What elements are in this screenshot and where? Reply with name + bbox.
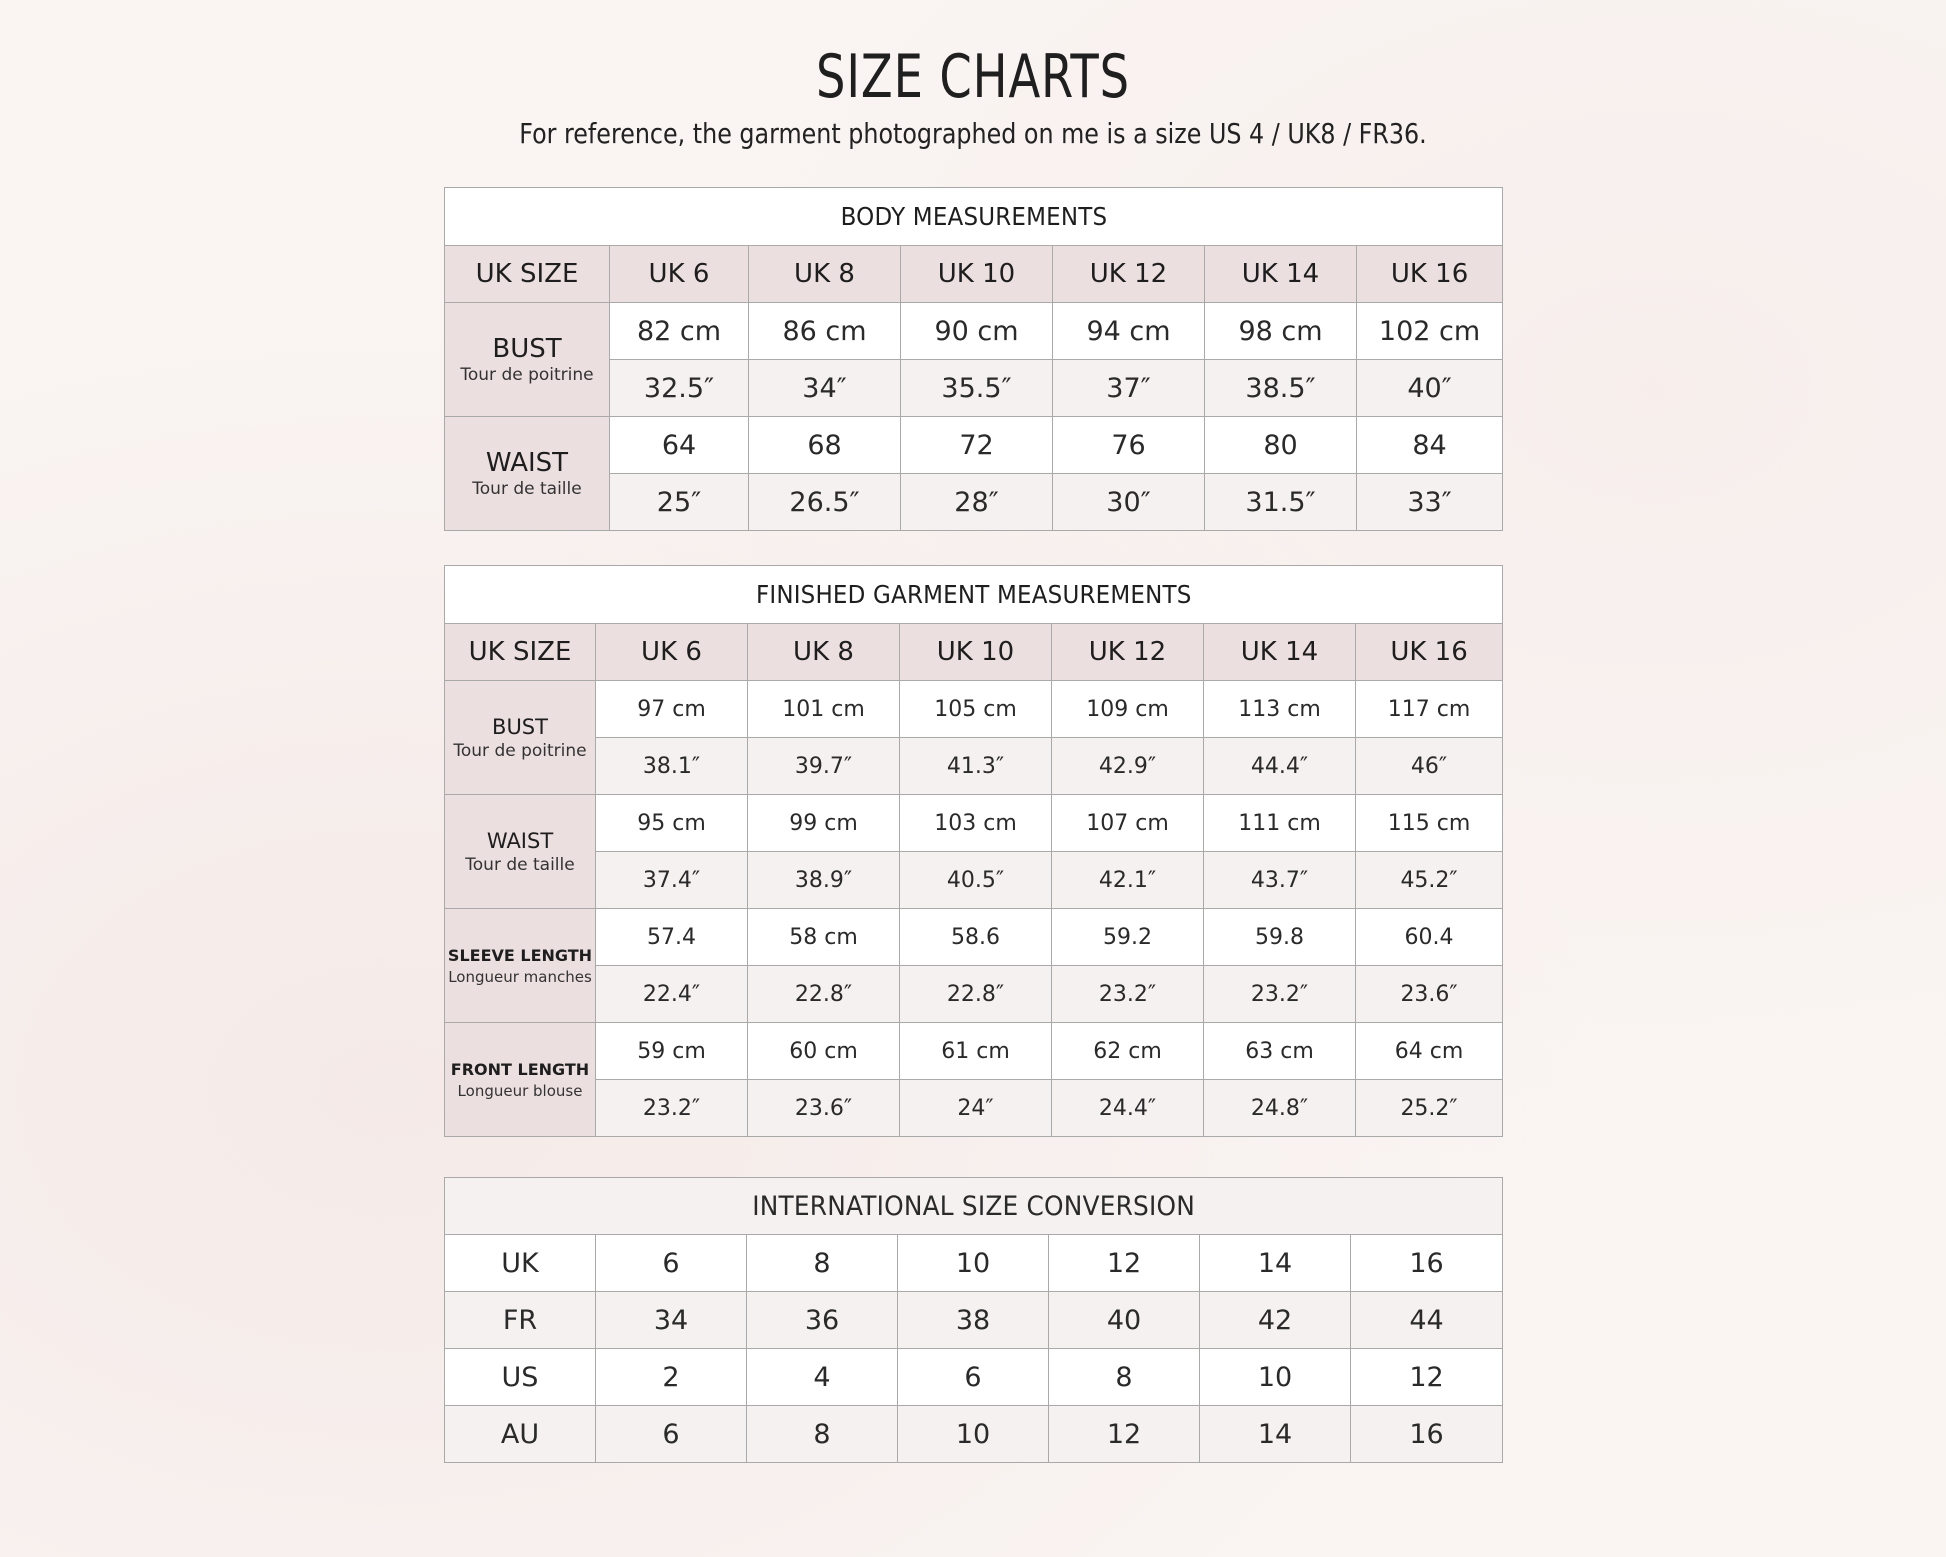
row-label-waist xyxy=(445,417,610,531)
conversion-label: US xyxy=(445,1349,596,1406)
conversion-row-uk xyxy=(445,1235,1503,1292)
table-cell: 61 cm xyxy=(900,1023,1052,1080)
table-cell: 84 xyxy=(1357,417,1503,474)
table-cell: 59.2 xyxy=(1052,909,1204,966)
table-cell: 8 xyxy=(747,1406,898,1463)
table-cell: 99 cm xyxy=(748,795,900,852)
conversion-row-us xyxy=(445,1349,1503,1406)
conversion-row-fr xyxy=(445,1292,1503,1349)
page-title: SIZE CHARTS xyxy=(816,42,1130,112)
row-label-main: SLEEVE LENGTH xyxy=(447,945,593,965)
table-caption: BODY MEASUREMENTS xyxy=(445,188,1503,246)
table-cell: 63 cm xyxy=(1204,1023,1356,1080)
table-cell: 12 xyxy=(1049,1406,1200,1463)
table-cell: 58 cm xyxy=(748,909,900,966)
table-cell: 113 cm xyxy=(1204,681,1356,738)
table-cell: 24.8″ xyxy=(1204,1080,1356,1137)
table-cell: 86 cm xyxy=(749,303,901,360)
row-label-waist xyxy=(445,795,596,909)
row-label-main: BUST xyxy=(492,714,548,739)
table-cell: 95 cm xyxy=(596,795,748,852)
table-cell: 30″ xyxy=(1053,474,1205,531)
table-cell: 12 xyxy=(1351,1349,1503,1406)
table-cell: 28″ xyxy=(901,474,1053,531)
table-cell: 8 xyxy=(747,1235,898,1292)
table-cell: 59 cm xyxy=(596,1023,748,1080)
page-subtitle: For reference, the garment photographed on me is a size US 4 / UK8 / FR36. xyxy=(519,117,1427,150)
table-cell: 8 xyxy=(1049,1349,1200,1406)
table-row xyxy=(445,795,1503,852)
table-cell: 111 cm xyxy=(1204,795,1356,852)
table-row xyxy=(445,303,1503,360)
table-cell: 44 xyxy=(1351,1292,1503,1349)
table-cell: 16 xyxy=(1351,1406,1503,1463)
table-cell: 36 xyxy=(747,1292,898,1349)
size-header-row xyxy=(445,246,1503,303)
table-cell: 37″ xyxy=(1053,360,1205,417)
table-cell: 115 cm xyxy=(1356,795,1503,852)
table-cell: 101 cm xyxy=(748,681,900,738)
table-cell: 34″ xyxy=(749,360,901,417)
table-cell: 68 xyxy=(749,417,901,474)
table-cell: 97 cm xyxy=(596,681,748,738)
table-cell: 40″ xyxy=(1357,360,1503,417)
table-cell: 72 xyxy=(901,417,1053,474)
table-cell: 4 xyxy=(747,1349,898,1406)
table-caption: INTERNATIONAL SIZE CONVERSION xyxy=(445,1178,1503,1235)
table-cell: 24″ xyxy=(900,1080,1052,1137)
table-cell: 25.2″ xyxy=(1356,1080,1503,1137)
table-cell: 98 cm xyxy=(1205,303,1357,360)
table-cell: 45.2″ xyxy=(1356,852,1503,909)
table-caption: FINISHED GARMENT MEASUREMENTS xyxy=(445,566,1503,624)
table-cell: 107 cm xyxy=(1052,795,1204,852)
table-cell: 59.8 xyxy=(1204,909,1356,966)
row-label-sub: Tour de taille xyxy=(472,478,582,499)
table-cell: 117 cm xyxy=(1356,681,1503,738)
row-label-bust xyxy=(445,681,596,795)
table-row xyxy=(445,1080,1503,1137)
conversion-row-au xyxy=(445,1406,1503,1463)
size-header-row xyxy=(445,624,1503,681)
conversion-label: AU xyxy=(445,1406,596,1463)
table-cell: 23.6″ xyxy=(1356,966,1503,1023)
row-label-main: WAIST xyxy=(485,447,569,478)
table-cell: 22.4″ xyxy=(596,966,748,1023)
size-header-cell: UK 10 xyxy=(900,624,1052,681)
table-cell: 102 cm xyxy=(1357,303,1503,360)
table-cell: 103 cm xyxy=(900,795,1052,852)
size-header-cell: UK 12 xyxy=(1052,624,1204,681)
table-cell: 23.2″ xyxy=(1204,966,1356,1023)
table-cell: 40 xyxy=(1049,1292,1200,1349)
table-cell: 16 xyxy=(1351,1235,1503,1292)
table-cell: 6 xyxy=(898,1349,1049,1406)
table-cell: 42.1″ xyxy=(1052,852,1204,909)
table-cell: 58.6 xyxy=(900,909,1052,966)
table-cell: 10 xyxy=(1200,1349,1351,1406)
row-label-sub: Tour de poitrine xyxy=(453,740,587,761)
table-cell: 6 xyxy=(596,1406,747,1463)
table-cell: 60 cm xyxy=(748,1023,900,1080)
table-row xyxy=(445,738,1503,795)
row-label-sleeve-length xyxy=(445,909,596,1023)
size-header-cell: UK 6 xyxy=(596,624,748,681)
table-cell: 32.5″ xyxy=(610,360,749,417)
size-header-cell: UK 12 xyxy=(1053,246,1205,303)
table-row xyxy=(445,681,1503,738)
table-cell: 6 xyxy=(596,1235,747,1292)
table-cell: 42.9″ xyxy=(1052,738,1204,795)
body-measurements-table xyxy=(444,187,1503,531)
table-cell: 33″ xyxy=(1357,474,1503,531)
size-header-cell: UK 14 xyxy=(1205,246,1357,303)
table-cell: 23.2″ xyxy=(1052,966,1204,1023)
table-row xyxy=(445,966,1503,1023)
table-cell: 60.4 xyxy=(1356,909,1503,966)
table-cell: 14 xyxy=(1200,1406,1351,1463)
table-cell: 2 xyxy=(596,1349,747,1406)
table-cell: 82 cm xyxy=(610,303,749,360)
table-cell: 26.5″ xyxy=(749,474,901,531)
size-header-cell: UK 16 xyxy=(1357,246,1503,303)
table-cell: 34 xyxy=(596,1292,747,1349)
table-cell: 64 xyxy=(610,417,749,474)
table-cell: 22.8″ xyxy=(900,966,1052,1023)
row-label-main: FRONT LENGTH xyxy=(450,1059,590,1079)
table-cell: 105 cm xyxy=(900,681,1052,738)
row-label-sub: Longueur manches xyxy=(448,967,592,986)
table-cell: 80 xyxy=(1205,417,1357,474)
table-cell: 64 cm xyxy=(1356,1023,1503,1080)
table-cell: 38 xyxy=(898,1292,1049,1349)
table-cell: 62 cm xyxy=(1052,1023,1204,1080)
size-header-cell: UK 8 xyxy=(749,246,901,303)
table-cell: 42 xyxy=(1200,1292,1351,1349)
row-label-main: WAIST xyxy=(486,828,554,853)
table-cell: 44.4″ xyxy=(1204,738,1356,795)
table-cell: 23.6″ xyxy=(748,1080,900,1137)
size-conversion-table xyxy=(444,1177,1503,1463)
table-cell: 43.7″ xyxy=(1204,852,1356,909)
table-cell: 10 xyxy=(898,1406,1049,1463)
garment-measurements-table xyxy=(444,565,1503,1137)
table-cell: 10 xyxy=(898,1235,1049,1292)
row-label-sub: Tour de poitrine xyxy=(460,364,594,385)
size-header-cell: UK 8 xyxy=(748,624,900,681)
table-cell: 12 xyxy=(1049,1235,1200,1292)
size-header-cell: UK 14 xyxy=(1204,624,1356,681)
table-cell: 94 cm xyxy=(1053,303,1205,360)
table-cell: 37.4″ xyxy=(596,852,748,909)
table-cell: 38.9″ xyxy=(748,852,900,909)
table-row xyxy=(445,909,1503,966)
row-label-bust xyxy=(445,303,610,417)
table-cell: 24.4″ xyxy=(1052,1080,1204,1137)
table-row xyxy=(445,852,1503,909)
table-cell: 40.5″ xyxy=(900,852,1052,909)
table-cell: 39.7″ xyxy=(748,738,900,795)
row-label-sub: Tour de taille xyxy=(465,854,575,875)
table-cell: 41.3″ xyxy=(900,738,1052,795)
size-header-cell: UK 6 xyxy=(610,246,749,303)
table-cell: 31.5″ xyxy=(1205,474,1357,531)
row-label-front-length xyxy=(445,1023,596,1137)
table-cell: 35.5″ xyxy=(901,360,1053,417)
table-cell: 38.1″ xyxy=(596,738,748,795)
row-label-sub: Longueur blouse xyxy=(457,1081,583,1100)
size-header-label: UK SIZE xyxy=(445,624,596,681)
table-cell: 25″ xyxy=(610,474,749,531)
size-header-cell: UK 10 xyxy=(901,246,1053,303)
row-label-main: BUST xyxy=(492,333,562,364)
size-header-cell: UK 16 xyxy=(1356,624,1503,681)
table-cell: 14 xyxy=(1200,1235,1351,1292)
table-cell: 76 xyxy=(1053,417,1205,474)
table-cell: 23.2″ xyxy=(596,1080,748,1137)
table-cell: 38.5″ xyxy=(1205,360,1357,417)
table-cell: 22.8″ xyxy=(748,966,900,1023)
table-row xyxy=(445,1023,1503,1080)
table-cell: 90 cm xyxy=(901,303,1053,360)
table-cell: 57.4 xyxy=(596,909,748,966)
conversion-label: UK xyxy=(445,1235,596,1292)
size-header-label: UK SIZE xyxy=(445,246,610,303)
table-row xyxy=(445,417,1503,474)
table-cell: 46″ xyxy=(1356,738,1503,795)
conversion-label: FR xyxy=(445,1292,596,1349)
table-cell: 109 cm xyxy=(1052,681,1204,738)
